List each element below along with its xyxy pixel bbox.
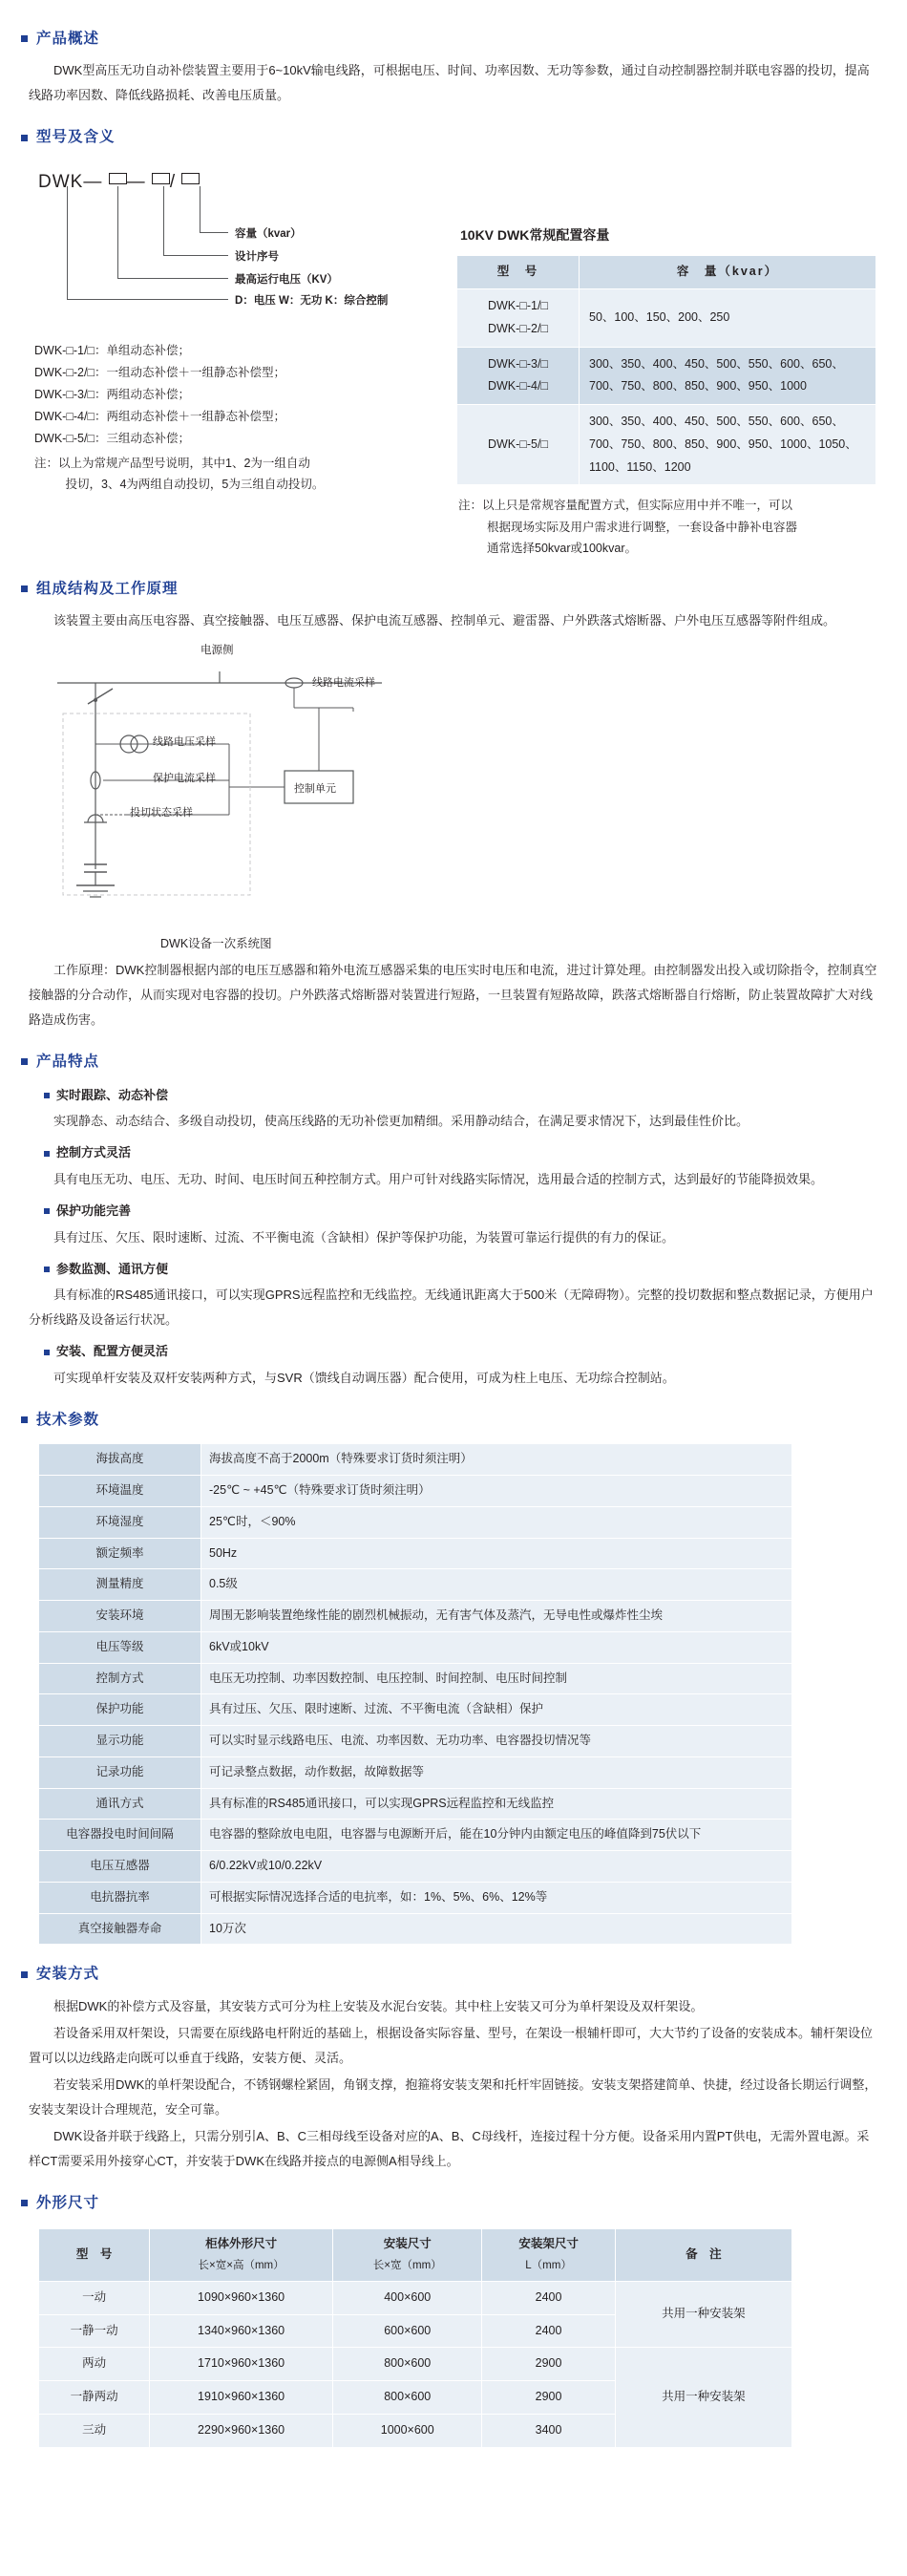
param-name: 环境温度	[39, 1476, 201, 1507]
table-row	[39, 1663, 792, 1694]
model-name: DWK-□-4/□	[487, 379, 548, 394]
feature-title: 安装、配置方便灵活	[56, 1344, 169, 1359]
square-bullet-icon	[44, 1151, 50, 1157]
model-name: DWK-□-5/□	[487, 436, 548, 451]
structure-paragraph: 该装置主要由高压电容器、真空接触器、电压互感器、保护电流互感器、控制单元、避雷器、户外跌落式熔断器、户外电压互感器等附件组成。	[53, 613, 836, 628]
param-name: 电压互感器	[39, 1851, 201, 1883]
cell-frame: 3400	[482, 2414, 615, 2447]
feature-body-4: 可实现单杆安装及双杆安装两种方式，与SVR（馈线自动调压器）配合使用，可成为柱上电压、无功综合控制站。	[53, 1371, 675, 1386]
cell-remark: 共用一种安装架	[615, 2281, 791, 2348]
section-header-features	[21, 1048, 907, 1075]
schematic-caption: DWK设备一次系统图	[160, 937, 272, 951]
cell-cabinet: 2290×960×1360	[150, 2414, 333, 2447]
section-title: 技术参数	[36, 1412, 100, 1429]
param-value: 可记录整点数据，动作数据，故障数据等	[201, 1756, 792, 1788]
schematic-label-line-current: 线路电流采样	[312, 677, 375, 690]
param-value: 具有标准的RS485通讯接口，可以实现GPRS远程监控和无线监控	[201, 1788, 792, 1820]
model-name: DWK-□-3/□	[487, 356, 548, 371]
model-designation-diagram	[17, 160, 456, 336]
param-value: 可根据实际情况选择合适的电抗率，如：1%、5%、6%、12%等	[201, 1882, 792, 1913]
feature-title: 保护功能完善	[56, 1203, 132, 1218]
column-header-remark: 备 注	[615, 2229, 791, 2282]
table-row	[39, 1476, 792, 1507]
square-bullet-icon	[21, 2200, 28, 2206]
leader-h-control	[67, 299, 228, 300]
section-title: 产品概述	[36, 31, 100, 47]
param-value: 6kV或10kV	[201, 1631, 792, 1663]
cell-cabinet: 1340×960×1360	[150, 2314, 333, 2348]
section-title: 安装方式	[36, 1966, 100, 1983]
param-name: 电容器投电时间间隔	[39, 1820, 201, 1851]
param-name: 显示功能	[39, 1726, 201, 1757]
feature-body-3: 具有标准的RS485通讯接口，可以实现GPRS远程监控和无线监控。无线通讯距离大于500米（无障碍物）。完整的投切数据和整点数据记录，方便用户分析线路及设备运行状况。	[29, 1288, 874, 1328]
technical-parameters-table	[38, 1443, 792, 1945]
cell-capacity: 300、350、400、450、500、550、600、650、700、750、800、850、900、950、1000、1050、1100、1150、1200	[580, 405, 876, 485]
square-bullet-icon	[44, 1208, 50, 1214]
column-header-capacity: 容 量（kvar）	[580, 256, 876, 289]
square-bullet-icon	[44, 1350, 50, 1355]
column-header-frame	[482, 2229, 615, 2282]
param-name: 环境湿度	[39, 1506, 201, 1538]
table-row	[39, 1788, 792, 1820]
table-row	[39, 1694, 792, 1726]
code-slot-design-icon	[152, 173, 170, 184]
param-name: 海拔高度	[39, 1444, 201, 1476]
cell-model: 两动	[39, 2348, 150, 2381]
cell-frame: 2400	[482, 2314, 615, 2348]
header-sub: 长×宽×高（mm）	[198, 2260, 285, 2272]
table-row	[39, 1913, 792, 1945]
param-name: 测量精度	[39, 1569, 201, 1601]
column-header-cabinet	[150, 2229, 333, 2282]
cell-remark: 共用一种安装架	[615, 2348, 791, 2447]
table-row	[457, 405, 876, 485]
feature-head-0	[44, 1084, 907, 1108]
schematic-label-line-voltage: 线路电压采样	[153, 736, 216, 749]
label-capacity: 容量（kvar）	[235, 227, 302, 240]
table-row	[39, 1820, 792, 1851]
feature-title: 实时跟踪、动态补偿	[56, 1087, 169, 1102]
square-bullet-icon	[21, 35, 28, 42]
cell-install: 400×600	[333, 2281, 482, 2314]
feature-body-0: 实现静态、动态结合、多级自动投切，使高压线路的无功补偿更加精细。采用静动结合，在满足要求情况下，达到最佳性价比。	[53, 1114, 749, 1129]
model-name: DWK-□-2/□	[487, 321, 548, 335]
cell-cabinet: 1090×960×1360	[150, 2281, 333, 2314]
cell-model: 一动	[39, 2281, 150, 2314]
cell-cabinet: 1910×960×1360	[150, 2381, 333, 2415]
install-paragraph-2: 若安装采用DWK的单杆架设配合，不锈钢螺栓紧固，角钢支撑，抱箍将安装支架和托杆牢固链接。安装支架搭建简单、快捷，经过设备长期运行调整，安装支架设计合理规范，安全可靠。	[29, 2076, 877, 2117]
section-header-dimensions	[21, 2189, 907, 2217]
square-bullet-icon	[21, 1971, 28, 1978]
square-bullet-icon	[21, 1058, 28, 1065]
cell-frame: 2900	[482, 2348, 615, 2381]
table-header-row	[457, 256, 876, 289]
square-bullet-icon	[21, 1416, 28, 1423]
feature-title: 控制方式灵活	[56, 1145, 132, 1160]
capacity-table-block	[449, 160, 897, 560]
section-header-install	[21, 1960, 907, 1988]
list-item: DWK-□-4/□：两组动态补偿＋一组静态补偿型；	[34, 410, 286, 424]
table-row	[39, 1538, 792, 1569]
label-control-type: D：电压 W：无功 K：综合控制	[235, 294, 389, 307]
column-header-model: 型 号	[39, 2229, 150, 2282]
note-line2: 根据现场实际及用户需求进行调整，一套设备中静补电容器	[487, 520, 798, 534]
param-name: 记录功能	[39, 1756, 201, 1788]
cell-capacity: 300、350、400、450、500、550、600、650、700、750、800、850、900、950、1000	[580, 347, 876, 405]
model-and-capacity-row	[0, 160, 907, 560]
table-row	[39, 1851, 792, 1883]
table-row	[39, 1601, 792, 1632]
section-title: 型号及含义	[36, 129, 116, 146]
cell-capacity: 50、100、150、200、250	[580, 289, 876, 348]
header-main: 柜体外形尺寸	[205, 2237, 278, 2251]
leader-h-design	[163, 255, 228, 256]
section-header-structure	[21, 575, 907, 603]
list-item: DWK-□-1/□：单组动态补偿；	[34, 343, 191, 357]
table-row	[39, 1726, 792, 1757]
param-value: 周围无影响装置绝缘性能的剧烈机械振动，无有害气体及蒸汽，无导电性或爆炸性尘埃	[201, 1601, 792, 1632]
leader-h-capacity	[200, 232, 228, 233]
model-note-line2: 投切，3、4为两组自动投切，5为三组自动投切。	[65, 478, 325, 491]
param-name: 通讯方式	[39, 1788, 201, 1820]
model-variant-list	[34, 340, 449, 451]
model-code-prefix: DWK	[38, 171, 84, 192]
param-value: 10万次	[201, 1913, 792, 1945]
cell-models	[457, 347, 580, 405]
param-value: -25℃ ~ +45℃（特殊要求订货时须注明）	[201, 1476, 792, 1507]
table-row	[39, 1631, 792, 1663]
param-value: 0.5级	[201, 1569, 792, 1601]
section-header-specs	[21, 1406, 907, 1434]
param-name: 安装环境	[39, 1601, 201, 1632]
column-header-model: 型 号	[457, 256, 580, 289]
table-row	[39, 1756, 792, 1788]
bottom-spacer	[0, 2448, 907, 2454]
code-slot-capacity-icon	[181, 173, 200, 184]
param-value: 海拔高度不高于2000m（特殊要求订货时须注明）	[201, 1444, 792, 1476]
schematic-label-control-unit: 控制单元	[294, 783, 336, 796]
feature-head-4	[44, 1340, 907, 1364]
param-name: 额定频率	[39, 1538, 201, 1569]
table-row	[457, 289, 876, 348]
capacity-table	[456, 255, 876, 485]
code-slot-control-icon	[109, 173, 127, 184]
feature-head-3	[44, 1258, 907, 1282]
param-value: 具有过压、欠压、限时速断、过流、不平衡电流（含缺相）保护	[201, 1694, 792, 1726]
param-value: 电压无功控制、功率因数控制、电压控制、时间控制、电压时间控制	[201, 1663, 792, 1694]
install-paragraph-3: DWK设备并联于线路上，只需分别引A、B、C三相母线至设备对应的A、B、C母线杆，连接过程十分方便。设备采用内置PT供电，无需外置电源。采样CT需要采用外接穿心CT，并安装于DWK在线路并接点的电源侧A相导线上。	[29, 2128, 870, 2168]
square-bullet-icon	[21, 585, 28, 592]
note-line1: 注：以上只是常规容量配置方式，但实际应用中并不唯一，可以	[458, 499, 793, 513]
model-name: DWK-□-1/□	[487, 299, 548, 313]
param-name: 真空接触器寿命	[39, 1913, 201, 1945]
header-sub: 长×宽（mm）	[372, 2260, 442, 2272]
model-note-line1: 注：以上为常规产品型号说明，其中1、2为一组自动	[34, 456, 310, 470]
param-name: 电抗器抗率	[39, 1882, 201, 1913]
param-value: 电容器的整除放电电阻，电容器与电源断开后，能在10分钟内由额定电压的峰值降到75伏以下	[201, 1820, 792, 1851]
schematic-label-switch-state: 投切状态采样	[130, 807, 193, 820]
cell-model: 三动	[39, 2414, 150, 2447]
table-row	[39, 2281, 792, 2314]
cell-install: 600×600	[333, 2314, 482, 2348]
param-value: 6/0.22kV或10/0.22kV	[201, 1851, 792, 1883]
note-line3: 通常选择50kvar或100kvar。	[487, 542, 637, 556]
dimensions-table	[38, 2228, 792, 2447]
section-title: 组成结构及工作原理	[36, 580, 179, 597]
schematic-label-protect-current: 保护电流采样	[153, 773, 216, 785]
schematic-label-source: 电源侧	[200, 645, 234, 657]
feature-body-1: 具有电压无功、电压、无功、时间、电压时间五种控制方式。用户可针对线路实际情况，选用最合适的控制方式，达到最好的节能降损效果。	[53, 1171, 824, 1186]
cell-model: 一静一动	[39, 2314, 150, 2348]
table-row	[39, 1569, 792, 1601]
cell-cabinet: 1710×960×1360	[150, 2348, 333, 2381]
model-designation-block	[0, 160, 449, 560]
leader-line-control	[67, 186, 68, 299]
param-name: 保护功能	[39, 1694, 201, 1726]
section-title: 外形尺寸	[36, 2194, 100, 2211]
square-bullet-icon	[21, 135, 28, 141]
model-code: DWK— — /	[38, 165, 200, 200]
param-name: 控制方式	[39, 1663, 201, 1694]
feature-head-1	[44, 1141, 907, 1165]
leader-line-voltage	[117, 186, 118, 278]
cell-install: 800×600	[333, 2348, 482, 2381]
overview-paragraph: DWK型高压无功自动补偿装置主要用于6~10kV输电线路，可根据电压、时间、功率因数、无功等参数，通过自动控制器控制并联电容器的投切，提高线路功率因数、降低线路损耗、改善电压质量。	[29, 63, 870, 103]
list-item: DWK-□-5/□：三组动态补偿；	[34, 432, 191, 446]
param-value: 可以实时显示线路电压、电流、功率因数、无功功率、电容器投切情况等	[201, 1726, 792, 1757]
cell-model: 一静两动	[39, 2381, 150, 2415]
table-row	[457, 347, 876, 405]
table-row	[39, 1506, 792, 1538]
label-max-voltage: 最高运行电压（KV）	[235, 273, 338, 286]
install-paragraph-0: 根据DWK的补偿方式及容量，其安装方式可分为柱上安装及水泥台安装。其中柱上安装又可分为单杆架设及双杆架设。	[53, 1998, 704, 2013]
cell-frame: 2900	[482, 2381, 615, 2415]
capacity-table-title: 10KV DWK常规配置容量	[460, 226, 610, 243]
header-main: 安装架尺寸	[518, 2237, 579, 2251]
table-header-row	[39, 2229, 792, 2282]
section-header-overview	[21, 25, 907, 53]
feature-head-2	[44, 1200, 907, 1224]
param-name: 电压等级	[39, 1631, 201, 1663]
leader-line-design	[163, 186, 164, 255]
header-main: 安装尺寸	[383, 2237, 432, 2251]
square-bullet-icon	[44, 1093, 50, 1098]
param-value: 25℃时，＜90%	[201, 1506, 792, 1538]
system-schematic-diagram	[38, 645, 573, 931]
section-title: 产品特点	[36, 1054, 100, 1071]
label-design-no: 设计序号	[235, 250, 279, 263]
table-row	[39, 1882, 792, 1913]
capacity-table-note	[458, 495, 897, 560]
model-note	[34, 453, 449, 496]
section-header-model	[21, 123, 907, 151]
header-sub: L（mm）	[525, 2260, 572, 2272]
leader-h-maxvoltage	[117, 278, 228, 279]
cell-install: 1000×600	[333, 2414, 482, 2447]
cell-models	[457, 289, 580, 348]
list-item: DWK-□-2/□：一组动态补偿＋一组静态补偿型；	[34, 366, 286, 379]
working-principle-paragraph: 工作原理：DWK控制器根据内部的电压互感器和箱外电流互感器采集的电压实时电压和电流，进过计算处理。由控制器发出投入或切除指令，控制真空接触器的分合动作，从而实现对电容器的投切。户外跌落式熔断器对装置进行短路，一旦装置有短路故障，跌落式熔断器自行熔断，防止装置故障扩大对线路造成伤害。	[29, 963, 877, 1028]
cell-install: 800×600	[333, 2381, 482, 2415]
square-bullet-icon	[44, 1267, 50, 1272]
param-value: 50Hz	[201, 1538, 792, 1569]
install-paragraph-1: 若设备采用双杆架设，只需要在原线路电杆附近的基础上，根据设备实际容量、型号，在架设一根辅杆即可，大大节约了设备的安装成本。辅杆架设位置可以以边线路走向既可以垂直于线路，安装方便、灵活。	[29, 2025, 874, 2065]
column-header-install	[333, 2229, 482, 2282]
cell-models	[457, 405, 580, 485]
feature-title: 参数监测、通讯方便	[56, 1261, 169, 1276]
table-row	[39, 1444, 792, 1476]
feature-body-2: 具有过压、欠压、限时速断、过流、不平衡电流（含缺相）保护等保护功能，为装置可靠运行提供的有力的保证。	[53, 1229, 675, 1245]
cell-frame: 2400	[482, 2281, 615, 2314]
table-row	[39, 2348, 792, 2381]
list-item: DWK-□-3/□：两组动态补偿；	[34, 388, 191, 402]
